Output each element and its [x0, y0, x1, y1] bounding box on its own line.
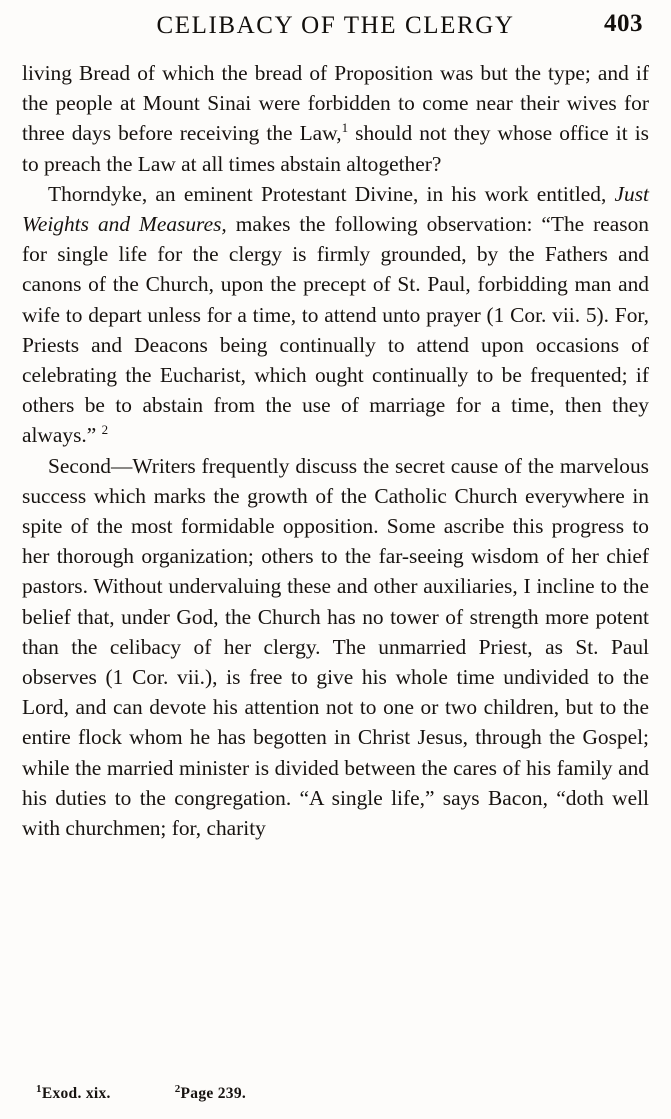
footnote-ref-2: 2	[101, 422, 109, 438]
paragraph-1-text-after: should not they whose office it is to preach the Law at all times abstain altogether?	[22, 121, 649, 176]
paragraph-1-text: living Bread of which the bread of Proposition was but the type; and if the people at Mount Sinai were forbidden to come near their wives for three days before receiving the Law,	[22, 61, 649, 146]
paragraph-3	[22, 451, 649, 844]
footnote-ref-1: 1	[341, 120, 349, 136]
paragraph-2-text-b: makes the following observation: “The reason for single life for the clergy is firmly grounded, by the Fathers and canons of the Church, upon the precept of St. Paul, forbidding man and wife to depart unless for a time, to attend unto prayer (1 Cor. vii. 5). For, Priests and Deacons being continually to attend upon occasions of celebrating the Eucharist, which ought continually to be frequented; if others be to abstain from the use of marriage for a time, then they always.”	[22, 212, 649, 448]
paragraph-3-text: Second—Writers frequently discuss the secret cause of the marvelous success which marks the growth of the Catholic Church everywhere in spite of the most formidable opposition. Some ascribe this progress to her thorough organization; others to the far-seeing wisdom of her chief pastors. Without undervaluing these and other auxiliaries, I incline to the belief that, under God, the Church has no tower of strength more potent than the celibacy of her clergy. The unmarried Priest, as St. Paul observes (1 Cor. vii.), is free to give his whole time undivided to the Lord, and can devote his attention not to one or two children, but to the entire flock whom he has begotten in Christ Jesus, through the Gospel; while the married minister is divided between the cares of his family and his duties to the congregation. “A single life,” says Bacon, “doth well with churchmen; for, charity	[22, 453, 649, 841]
paragraph-1	[22, 58, 649, 179]
page-number: 403	[604, 10, 643, 37]
footnote-2-marker: 2	[174, 1082, 181, 1095]
footnote-1-marker: 1	[36, 1082, 42, 1095]
footnote-2	[174, 1082, 247, 1103]
paragraph-2-text-a: Thorndyke, an eminent Protestant Divine, in his work entitled,	[48, 181, 615, 206]
running-head	[22, 0, 649, 46]
footnote-1-text: Exod. xix.	[41, 1085, 111, 1102]
body-text	[22, 58, 649, 843]
page-title: CELIBACY OF THE CLERGY	[156, 12, 515, 39]
footnotes	[22, 1082, 649, 1103]
paragraph-2	[22, 179, 649, 451]
footnote-2-text: Page 239.	[180, 1085, 247, 1102]
footnote-1	[36, 1082, 111, 1103]
book-title-citation: Just Weights and Measures,	[22, 181, 649, 237]
